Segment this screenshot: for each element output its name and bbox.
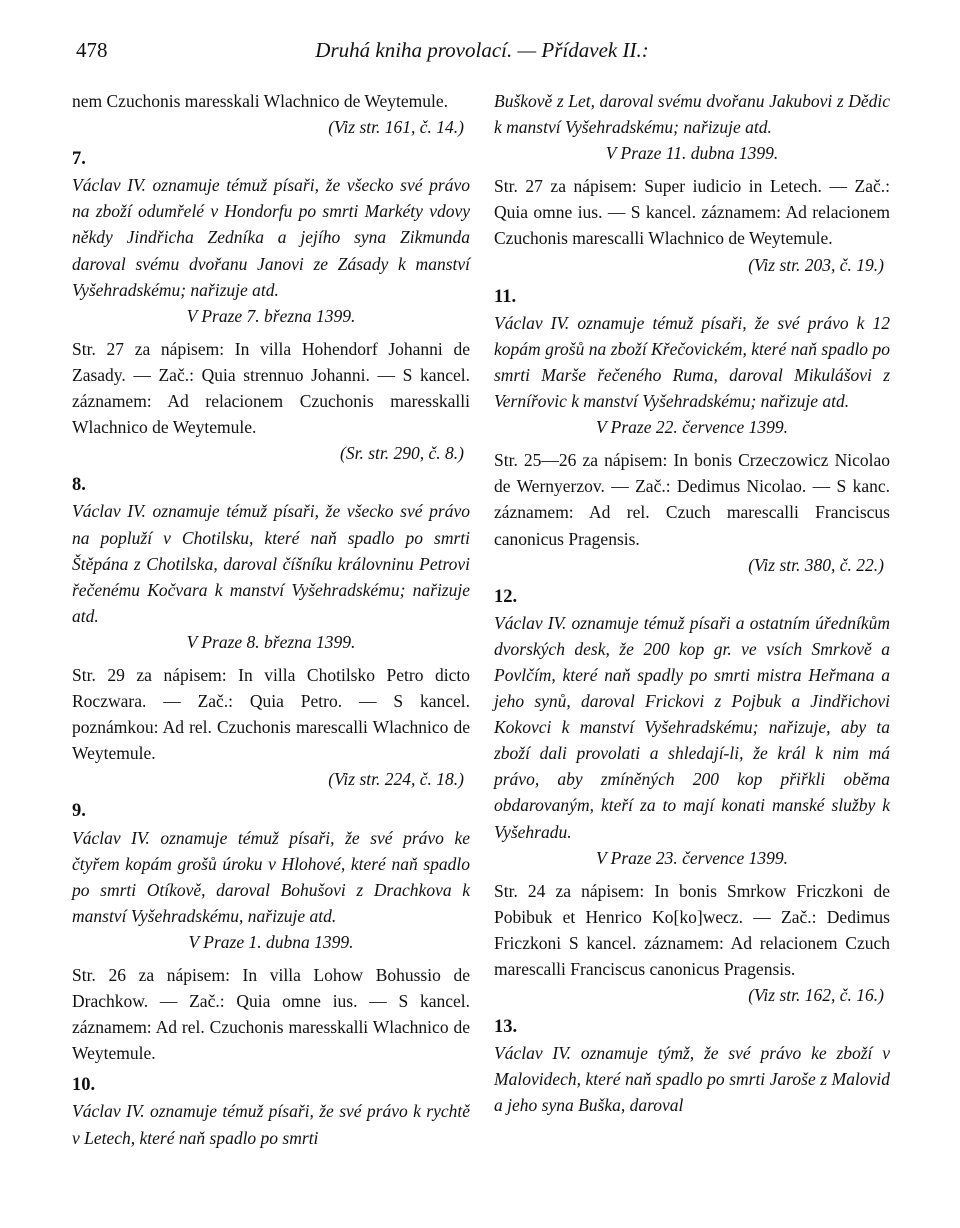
- entry-date: V Praze 22. července 1399.: [595, 417, 789, 438]
- continued-text: Buškově z Let, daroval svému dvořanu Jakubovi z Dědic k manství Vyšehradskému; nařizuje atd.: [494, 91, 890, 138]
- reference: (Viz str. 203, č. 19.): [748, 254, 884, 275]
- entry-note: Str. 25—26 za nápisem: In bonis Crzeczowicz Nicolao de Wernyerzov. — Zač.: Dedimus Nicolao. — S kanc. záznamem: Ad rel. Czuch marescalli Franciscus canonicus Pragensis.: [494, 450, 890, 549]
- reference: (Viz str. 161, č. 14.): [328, 117, 464, 138]
- entry-text: Václav IV. oznamuje týmž, že své právo ke zboží v Malovidech, které naň spadlo po smrti Jaroše z Malovid a jeho syna Buška, daroval: [494, 1043, 890, 1116]
- right-column: [494, 88, 890, 1119]
- entry-text: Václav IV. oznamuje témuž písaři, že své právo k 12 kopám grošů na zboží Křečovickém, které naň spadlo po smrti Marše řečeného Ruma, daroval Mikulášovi z Vernířovic k manství Vyšehradskému; nařizuje atd.: [494, 312, 890, 412]
- page-header: [76, 38, 888, 70]
- entry-text: Václav IV. oznamuje témuž písaři, že své právo k rychtě v Letech, které naň spadlo po smrti: [72, 1101, 470, 1148]
- entry-text: Václav IV. oznamuje témuž písaři, že všecko své právo na zboží odumřelé v Hondorfu po smrti Markéty vdovy někdy Jindřicha Zedníka a jejího syna Zikmunda daroval svému dvořanu Janovi ze Zásady k manství Vyšehradskému; nařizuje atd.: [72, 175, 470, 300]
- entry-note: Str. 24 za nápisem: In bonis Smrkow Friczkoni de Pobibuk et Henrico Ko[ko]wecz. — Zač.: Dedimus Friczkoni S kancel. záznamem: Ad relacionem Czuch marescalli Franciscus canonicus Pragensis.: [494, 880, 890, 979]
- entry-note: Str. 27 za nápisem: Super iudicio in Letech. — Zač.: Quia omne ius. — S kancel. záznamem: Ad relacionem Czuchonis marescalli Wlachnico de Weytemule.: [494, 176, 890, 249]
- entry-number: 11.: [494, 286, 517, 307]
- entry-number: 8.: [72, 475, 86, 496]
- entry-number: 13.: [494, 1017, 518, 1038]
- entry-date: V Praze 11. dubna 1399.: [605, 143, 779, 164]
- entry-note: Str. 26 za nápisem: In villa Lohow Bohussio de Drachkow. — Zač.: Quia omne ius. — S kancel. záznamem: Ad rel. Czuchonis maresskalli Wlachnico de Weytemule.: [72, 965, 470, 1064]
- entry-note: Str. 27 za nápisem: In villa Hohendorf Johanni de Zasady. — Zač.: Quia strennuo Johanni. — S kancel. záznamem: Ad relacionem Czuchonis maresskalli Wlachnico de Weytemule.: [72, 338, 470, 438]
- reference: (Viz str. 224, č. 18.): [328, 769, 464, 790]
- entry-text: Václav IV. oznamuje témuž písaři, že všecko své právo na popluží v Chotilsku, které naň spadlo po smrti Štěpána z Chotilska, daroval číšníku královninu Petrovi řečenému Kočvara k manství Vyšehradskému; nařizuje atd.: [72, 501, 470, 626]
- entry-number: 7.: [72, 149, 86, 170]
- entry-date: V Praze 1. dubna 1399.: [188, 931, 354, 952]
- continued-text: nem Czuchonis maresskali Wlachnico de Weytemule.: [72, 91, 449, 111]
- entry-number: 12.: [494, 586, 518, 607]
- entry-text: Václav IV. oznamuje témuž písaři, že své právo ke čtyřem kopám grošů úroku v Hlohové, které naň spadlo po smrti Otíkově, daroval Bohušovi z Drachkova k manství Vyšehradskému, nařizuje atd.: [72, 827, 470, 926]
- reference: (Viz str. 162, č. 16.): [748, 985, 884, 1006]
- entry-number: 9.: [72, 801, 86, 822]
- running-title: Druhá kniha provolací. — Přídavek II.:: [315, 38, 649, 62]
- reference: (Sr. str. 290, č. 8.): [340, 443, 464, 464]
- entry-note: Str. 29 za nápisem: In villa Chotilsko Petro dicto Roczwara. — Zač.: Quia Petro. — S kancel. poznámkou: Ad rel. Czuchonis marescalli Wlachnico de Weytemule.: [72, 664, 470, 764]
- entry-date: V Praze 23. července 1399.: [595, 847, 789, 868]
- page-number: 478: [76, 38, 108, 62]
- entry-text: Václav IV. oznamuje témuž písaři a ostatním úředníkům dvorských desk, že 200 kop gr. ve vsích Smrkově a Povlčím, které naň spadly po smrti mistra Heřmana a jeho synů, daroval Frickovi z Pojbuk a Jindřichovi Kokovci k manství Vyšehradskému; nařizuje, aby ta zboží dali provolati a shledají-li, že král k nim má právo, aby zmíněných 200 kop přiřkli oběma obdarovaným, kteří za to mají konati manské služby k Vyšehradu.: [494, 612, 890, 842]
- entry-date: V Praze 8. března 1399.: [186, 631, 356, 652]
- left-column: [72, 88, 470, 1151]
- reference: (Viz str. 380, č. 22.): [748, 554, 884, 575]
- entry-date: V Praze 7. března 1399.: [186, 305, 356, 326]
- entry-number: 10.: [72, 1075, 96, 1096]
